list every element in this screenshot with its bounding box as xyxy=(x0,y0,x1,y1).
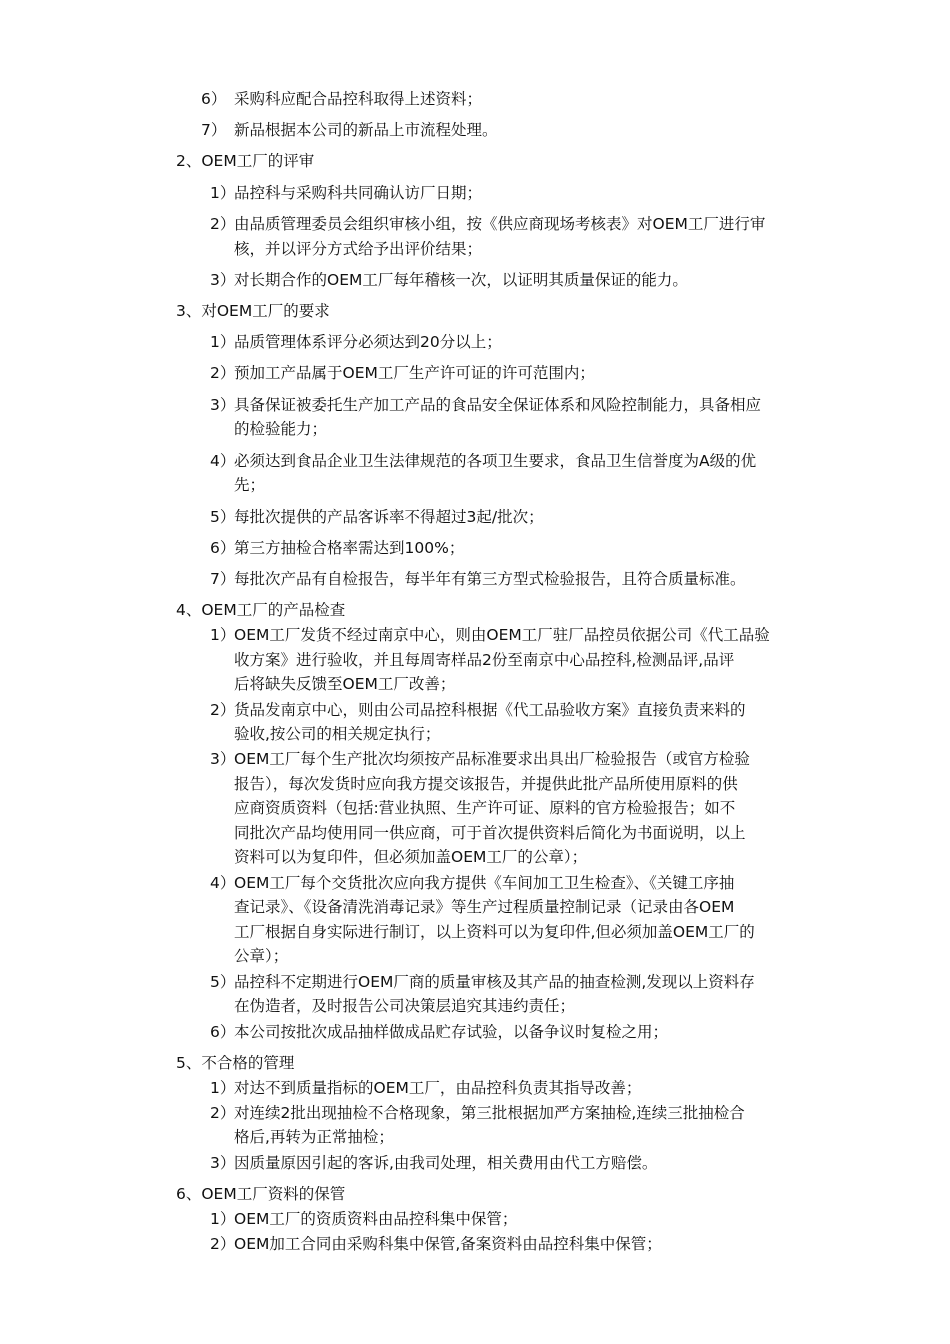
section-heading: 3、对OEM工厂的要求 xyxy=(176,302,330,320)
list-item-text: OEM工厂的资质资料由品控科集中保管； xyxy=(234,1210,518,1228)
item-number: 2） xyxy=(210,1235,236,1253)
list-item-text: OEM工厂发货不经过南京中心，则由OEM工厂驻厂品控员依据公司《代工品验 xyxy=(234,626,770,644)
item-number: 2） xyxy=(210,364,236,382)
item-number: 6） xyxy=(201,90,227,108)
list-item-text: 对连续2批出现抽检不合格现象，第三批根据加严方案抽检,连续三批抽检合 xyxy=(234,1104,745,1122)
item-number: 7） xyxy=(210,570,236,588)
list-item-text-cont: 验收,按公司的相关规定执行； xyxy=(234,725,441,743)
list-item-text: 每批次产品有自检报告，每半年有第三方型式检验报告，且符合质量标准。 xyxy=(234,570,746,588)
list-item-text: 每批次提供的产品客诉率不得超过3起/批次； xyxy=(234,508,544,526)
list-item-text: 本公司按批次成品抽样做成品贮存试验，以备争议时复检之用； xyxy=(234,1023,669,1041)
list-item-text: 因质量原因引起的客诉,由我司处理，相关费用由代工方赔偿。 xyxy=(234,1154,658,1172)
item-number: 2） xyxy=(210,1104,236,1122)
item-number: 1） xyxy=(210,626,236,644)
item-number: 1） xyxy=(210,333,236,351)
item-number: 6） xyxy=(210,539,236,557)
item-number: 6） xyxy=(210,1023,236,1041)
list-item-text: 由品质管理委员会组织审核小组，按《供应商现场考核表》对OEM工厂进行审 xyxy=(234,215,766,233)
item-number: 1） xyxy=(210,184,236,202)
list-item-text-cont: 核，并以评分方式给予出评价结果； xyxy=(234,240,483,258)
list-item xyxy=(201,119,226,141)
list-item-text-cont: 格后,再转为正常抽检； xyxy=(234,1128,394,1146)
section-heading: 2、OEM工厂的评审 xyxy=(176,152,315,170)
list-item-text-cont: 工厂根据自身实际进行制订，以上资料可以为复印件,但必须加盖OEM工厂的 xyxy=(234,923,755,941)
item-number: 3） xyxy=(210,750,236,768)
section-heading: 6、OEM工厂资料的保管 xyxy=(176,1185,346,1203)
list-item-text: OEM加工合同由采购科集中保管,备案资料由品控科集中保管； xyxy=(234,1235,662,1253)
item-number: 4） xyxy=(210,452,236,470)
item-number: 5） xyxy=(210,973,236,991)
list-item-text: 品质管理体系评分必须达到20分以上； xyxy=(234,333,502,351)
list-item-text-cont: 报告），每次发货时应向我方提交该报告，并提供此批产品所使用原料的供 xyxy=(234,775,738,793)
item-number: 3） xyxy=(210,396,236,414)
list-item xyxy=(201,88,226,110)
item-number: 3） xyxy=(210,1154,236,1172)
list-item-text: 新品根据本公司的新品上市流程处理。 xyxy=(234,121,498,139)
item-number: 3） xyxy=(210,271,236,289)
list-item-text: OEM工厂每个生产批次均须按产品标准要求出具出厂检验报告（或官方检验 xyxy=(234,750,750,768)
list-item-text-cont: 资料可以为复印件，但必须加盖OEM工厂的公章）； xyxy=(234,848,588,866)
section-heading: 5、不合格的管理 xyxy=(176,1054,295,1072)
list-item-text-cont: 查记录》、《设备清洗消毒记录》等生产过程质量控制记录（记录由各OEM xyxy=(234,898,735,916)
list-item-text: 对达不到质量指标的OEM工厂，由品控科负责其指导改善； xyxy=(234,1079,642,1097)
item-number: 1） xyxy=(210,1210,236,1228)
list-item-text-cont: 在伪造者，及时报告公司决策层追究其违约责任； xyxy=(234,997,576,1015)
list-item-text: 预加工产品属于OEM工厂生产许可证的许可范围内； xyxy=(234,364,595,382)
item-number: 2） xyxy=(210,701,236,719)
list-item-text: 第三方抽检合格率需达到100%； xyxy=(234,539,465,557)
list-item-text: 采购科应配合品控科取得上述资料； xyxy=(234,90,483,108)
list-item-text: OEM工厂每个交货批次应向我方提供《车间加工卫生检查》、《关键工序抽 xyxy=(234,874,735,892)
list-item-text: 品控科不定期进行OEM厂商的质量审核及其产品的抽查检测,发现以上资料存 xyxy=(234,973,755,991)
list-item-text-cont: 后将缺失反馈至OEM工厂改善； xyxy=(234,675,456,693)
item-number: 5） xyxy=(210,508,236,526)
section-heading: 4、OEM工厂的产品检查 xyxy=(176,601,346,619)
item-number: 2） xyxy=(210,215,236,233)
list-item-text-cont: 收方案》进行验收，并且每周寄样品2份至南京中心品控科,检测品评,品评 xyxy=(234,651,735,669)
item-number: 4） xyxy=(210,874,236,892)
list-item-text: 货品发南京中心，则由公司品控科根据《代工品验收方案》直接负责来料的 xyxy=(234,701,746,719)
list-item-text: 具备保证被委托生产加工产品的食品安全保证体系和风险控制能力，具备相应 xyxy=(234,396,762,414)
list-item-text-cont: 同批次产品均使用同一供应商，可于首次提供资料后简化为书面说明，以上 xyxy=(234,824,746,842)
list-item-text-cont: 应商资质资料（包括:营业执照、生产许可证、原料的官方检验报告；如不 xyxy=(234,799,736,817)
list-item-text-cont: 的检验能力； xyxy=(234,420,328,438)
list-item-text-cont: 先； xyxy=(234,476,266,494)
item-number: 7） xyxy=(201,121,227,139)
list-item-text: 对长期合作的OEM工厂每年稽核一次，以证明其质量保证的能力。 xyxy=(234,271,688,289)
list-item-text-cont: 公章）； xyxy=(234,947,289,965)
list-item-text: 必须达到食品企业卫生法律规范的各项卫生要求，食品卫生信誉度为A级的优 xyxy=(234,452,757,470)
list-item-text: 品控科与采购科共同确认访厂日期； xyxy=(234,184,483,202)
item-number: 1） xyxy=(210,1079,236,1097)
